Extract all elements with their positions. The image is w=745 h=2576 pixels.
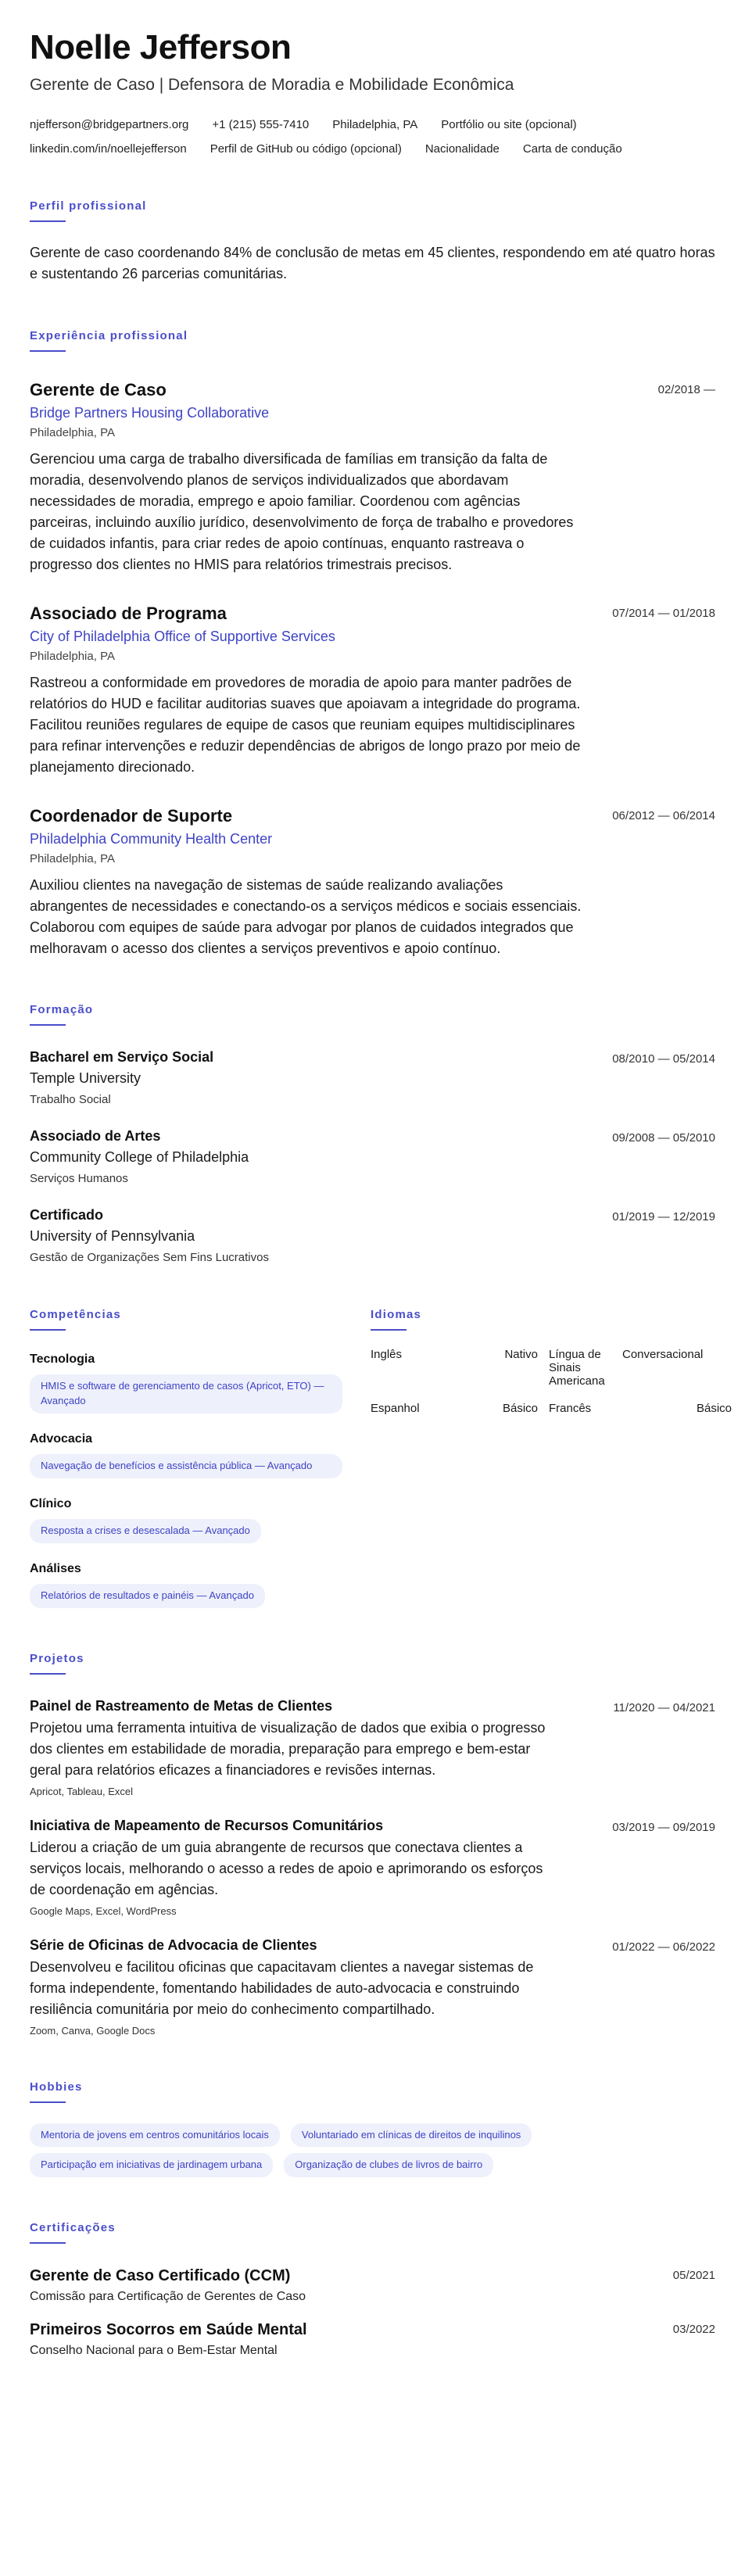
hobby-list	[30, 2123, 624, 2178]
certification-date: 05/2021	[672, 2269, 715, 2283]
education-item	[30, 1207, 715, 1264]
section-title: Experiência profissional	[30, 329, 188, 343]
education-field: Trabalho Social	[30, 1093, 111, 1107]
experience-item	[30, 380, 715, 575]
language-name: Língua de Sinais Americana	[549, 1348, 605, 1388]
experience-description: Auxiliou clientes na navegação de sistemas de saúde realizando avaliações abrangentes de necessidades e conectando-os a serviços médicos e sociais essenciais. Colaborou com equipes de saúde para advogar por planos de cuidados integrados que melhoravam o acesso dos clientes a serviços preventivos e apoio contínuo.	[30, 877, 582, 957]
education-date: 01/2019 — 12/2019	[612, 1210, 715, 1224]
section-title: Hobbies	[30, 2080, 83, 2094]
experience-date: 06/2012 — 06/2014	[612, 809, 715, 823]
language-name: Francês	[549, 1402, 592, 1416]
skill-chip: Navegação de benefícios e assistência pública — Avançado	[30, 1454, 342, 1478]
project-title: Iniciativa de Mapeamento de Recursos Comunitários	[30, 1817, 384, 1833]
contact-nationality: Nacionalidade	[424, 142, 500, 156]
certification-item	[30, 2267, 715, 2304]
experience-item	[30, 806, 715, 959]
skill-group	[30, 1352, 371, 1413]
hobby-chip: Mentoria de jovens em centros comunitários locais	[30, 2123, 280, 2148]
project-tools: Zoom, Canva, Google Docs	[30, 2024, 156, 2037]
skills-section	[30, 1308, 371, 1607]
experience-item	[30, 604, 715, 778]
education-school: University of Pennsylvania	[30, 1228, 195, 1245]
project-date: 03/2019 — 09/2019	[612, 1820, 715, 1834]
education-item	[30, 1128, 715, 1185]
certifications-section	[30, 2221, 715, 2358]
certification-issuer: Comissão para Certificação de Gerentes de Caso	[30, 2290, 306, 2304]
contact-github[interactable]: Perfil de GitHub ou código (opcional)	[210, 142, 402, 156]
experience-location: Philadelphia, PA	[30, 650, 115, 664]
project-tools: Google Maps, Excel, WordPress	[30, 1904, 177, 1917]
section-divider	[30, 1673, 66, 1675]
hobby-chip: Voluntariado em clínicas de direitos de inquilinos	[291, 2123, 532, 2148]
education-item	[30, 1049, 715, 1106]
project-date: 11/2020 — 04/2021	[613, 1700, 715, 1714]
section-divider	[30, 350, 66, 352]
contact-email[interactable]: njefferson@bridgepartners.org	[30, 117, 189, 131]
experience-organization: City of Philadelphia Office of Supportive Services	[30, 629, 335, 645]
certification-issuer: Conselho Nacional para o Bem-Estar Mental	[30, 2344, 278, 2358]
skill-group-name: Clínico	[30, 1496, 72, 1510]
education-section	[30, 1003, 715, 1264]
hobby-chip: Organização de clubes de livros de bairro	[284, 2153, 493, 2177]
resume-header	[30, 28, 715, 156]
certification-date: 03/2022	[672, 2323, 715, 2337]
section-divider	[30, 220, 66, 222]
language-level: Nativo	[504, 1348, 538, 1362]
education-school: Community College of Philadelphia	[30, 1149, 249, 1166]
project-tools: Apricot, Tableau, Excel	[30, 1785, 133, 1797]
hobby-chip: Participação em iniciativas de jardinagem urbana	[30, 2153, 273, 2177]
language-level: Básico	[696, 1402, 732, 1416]
project-date: 01/2022 — 06/2022	[612, 1940, 715, 1954]
language-name: Inglês	[371, 1348, 403, 1362]
headline: Gerente de Caso | Defensora de Moradia e Mobilidade Econômica	[30, 75, 514, 94]
experience-location: Philadelphia, PA	[30, 426, 115, 440]
projects-section	[30, 1652, 715, 2037]
project-title: Série de Oficinas de Advocacia de Clientes	[30, 1936, 317, 1953]
experience-title: Coordenador de Suporte	[30, 806, 233, 826]
experience-section	[30, 329, 715, 959]
section-title: Certificações	[30, 2221, 116, 2235]
experience-organization: Philadelphia Community Health Center	[30, 831, 273, 847]
hobbies-section	[30, 2080, 715, 2178]
skill-chip: Resposta a crises e desescalada — Avançado	[30, 1519, 261, 1543]
education-degree: Certificado	[30, 1207, 104, 1224]
language-list	[371, 1348, 732, 1416]
certification-name: Primeiros Socorros em Saúde Mental	[30, 2321, 307, 2339]
section-divider	[30, 1329, 66, 1331]
project-description: Liderou a criação de um guia abrangente de recursos que conectava clientes a serviços locais, melhorando o acesso a redes de apoio e aprimorando os esforços de coordenação em agências.	[30, 1839, 543, 1897]
contact-list	[30, 118, 715, 156]
profile-section	[30, 199, 715, 286]
education-date: 08/2010 — 05/2014	[612, 1052, 715, 1066]
section-title: Projetos	[30, 1651, 84, 1665]
education-degree: Associado de Artes	[30, 1128, 161, 1145]
project-item	[30, 1698, 715, 1797]
education-field: Gestão de Organizações Sem Fins Lucrativos	[30, 1251, 269, 1265]
section-title: Competências	[30, 1308, 121, 1322]
experience-title: Associado de Programa	[30, 604, 227, 624]
section-divider	[30, 2242, 66, 2244]
language-level: Conversacional	[622, 1348, 704, 1362]
section-title: Perfil profissional	[30, 199, 147, 213]
education-degree: Bacharel em Serviço Social	[30, 1049, 214, 1066]
experience-title: Gerente de Caso	[30, 380, 167, 400]
project-item	[30, 1818, 715, 1917]
contact-location: Philadelphia, PA	[332, 117, 418, 131]
project-item	[30, 1937, 715, 2037]
section-divider	[371, 1329, 407, 1331]
skill-chip: HMIS e software de gerenciamento de casos (Apricot, ETO) — Avançado	[30, 1374, 342, 1413]
experience-description: Gerenciou uma carga de trabalho diversificada de famílias em transição da falta de moradia, desenvolvendo planos de serviços individualizados que abordavam necessidades de moradia, emprego e apoio familiar. Coordenou com agências parceiras, incluindo auxílio jurídico, desenvolvimento de força de trabalho e provedores de cuidados infantis, para criar redes de apoio contínuas, enquanto rastreava o progresso dos clientes no HMIS para relatórios trimestrais precisos.	[30, 451, 574, 573]
skill-group-name: Advocacia	[30, 1432, 93, 1446]
languages-section	[371, 1308, 732, 1607]
education-field: Serviços Humanos	[30, 1172, 128, 1186]
education-school: Temple University	[30, 1070, 141, 1087]
skills-languages-row	[30, 1308, 732, 1607]
section-divider	[30, 2101, 66, 2103]
experience-date: 07/2014 — 01/2018	[612, 607, 715, 621]
contact-linkedin[interactable]: linkedin.com/in/noellejefferson	[30, 142, 187, 156]
experience-location: Philadelphia, PA	[30, 852, 115, 866]
certification-item	[30, 2321, 715, 2358]
contact-portfolio[interactable]: Portfólio ou site (opcional)	[441, 117, 577, 131]
person-name: Noelle Jefferson	[30, 28, 292, 66]
skill-group	[30, 1432, 371, 1478]
experience-organization: Bridge Partners Housing Collaborative	[30, 405, 270, 421]
skill-group-name: Análises	[30, 1561, 81, 1575]
certification-name: Gerente de Caso Certificado (CCM)	[30, 2267, 291, 2285]
profile-summary: Gerente de caso coordenando 84% de conclusão de metas em 45 clientes, respondendo em até quatro horas e sustentando 26 parcerias comunitárias.	[30, 244, 715, 282]
project-description: Desenvolveu e facilitou oficinas que capacitavam clientes a navegar sistemas de forma independente, fomentando habilidades de auto-advocacia e construindo resiliência comunitária por meio do conhecimento compartilhado.	[30, 1958, 534, 2017]
experience-date: 02/2018 —	[657, 383, 715, 397]
section-title: Formação	[30, 1003, 94, 1017]
education-date: 09/2008 — 05/2010	[612, 1131, 715, 1145]
contact-phone[interactable]: +1 (215) 555-7410	[212, 117, 310, 131]
language-level: Básico	[502, 1402, 538, 1416]
skill-group-name: Tecnologia	[30, 1352, 95, 1367]
skill-chip: Relatórios de resultados e painéis — Avançado	[30, 1584, 265, 1608]
skill-group	[30, 1497, 371, 1543]
section-title: Idiomas	[371, 1308, 422, 1322]
project-title: Painel de Rastreamento de Metas de Clientes	[30, 1697, 333, 1714]
project-description: Projetou uma ferramenta intuitiva de visualização de dados que exibia o progresso dos clientes em estabilidade de moradia, preparação para emprego e bem-estar geral para relatórios eficazes a financiadores e revisões internas.	[30, 1719, 546, 1778]
experience-description: Rastreou a conformidade em provedores de moradia de apoio para manter padrões de relatórios do HUD e facilitar auditorias suaves que apoiavam a integridade do programa. Facilitou reuniões regulares de equipe de casos que reuniam equipes multidisciplinares para refinar intervenções e reduzir dependências de abrigos de longo prazo por meio de planejamento direcionado.	[30, 675, 581, 776]
language-name: Espanhol	[371, 1402, 420, 1416]
skill-group	[30, 1562, 371, 1608]
section-divider	[30, 1024, 66, 1026]
contact-driving-license: Carta de condução	[522, 142, 622, 156]
